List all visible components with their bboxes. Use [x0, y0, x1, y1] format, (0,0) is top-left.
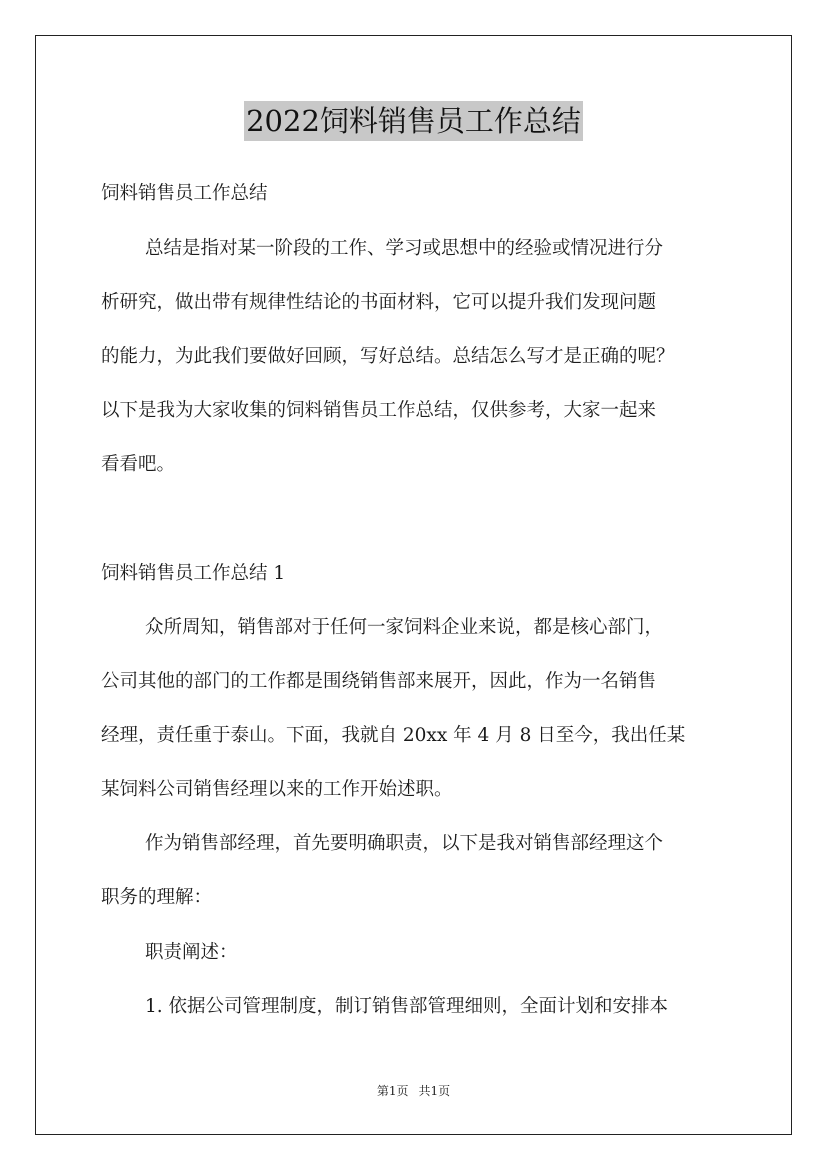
paragraph-line: 众所周知，销售部对于任何一家饲料企业来说，都是核心部门，: [145, 617, 664, 638]
document-title: 2022饲料销售员工作总结: [244, 101, 583, 141]
page-footer: [0, 1083, 827, 1099]
paragraph-line: 析研究，做出带有规律性结论的书面材料，它可以提升我们发现问题: [101, 292, 657, 313]
paragraph-line: 公司其他的部门的工作都是围绕销售部来展开，因此，作为一名销售: [101, 671, 657, 692]
paragraph-line: 看看吧。: [101, 454, 176, 475]
paragraph-line: 的能力，为此我们要做好回顾，写好总结。总结怎么写才是正确的呢？: [101, 346, 675, 367]
paragraph-line: 总结是指对某一阶段的工作、学习或思想中的经验或情况进行分: [145, 238, 664, 259]
section-heading: 饲料销售员工作总结: [101, 183, 268, 204]
paragraph-line: 职务的理解：: [101, 887, 213, 908]
paragraph-line: 经理，责任重于泰山。下面，我就自 20xx 年 4 月 8 日至今，我出任某: [101, 725, 686, 746]
page-total: 共1页: [418, 1084, 451, 1098]
title-container: [0, 101, 827, 141]
page-number: 第1页: [376, 1084, 409, 1098]
paragraph-line: 以下是我为大家收集的饲料销售员工作总结，仅供参考，大家一起来: [101, 400, 657, 421]
paragraph-line: 某饲料公司销售经理以来的工作开始述职。: [101, 779, 453, 800]
section-heading: 饲料销售员工作总结 1: [101, 563, 286, 584]
paragraph-line: 1. 依据公司管理制度，制订销售部管理细则，全面计划和安排本: [145, 996, 669, 1017]
paragraph-line: 职责阐述：: [145, 942, 238, 963]
paragraph-line: 作为销售部经理，首先要明确职责，以下是我对销售部经理这个: [145, 833, 664, 854]
